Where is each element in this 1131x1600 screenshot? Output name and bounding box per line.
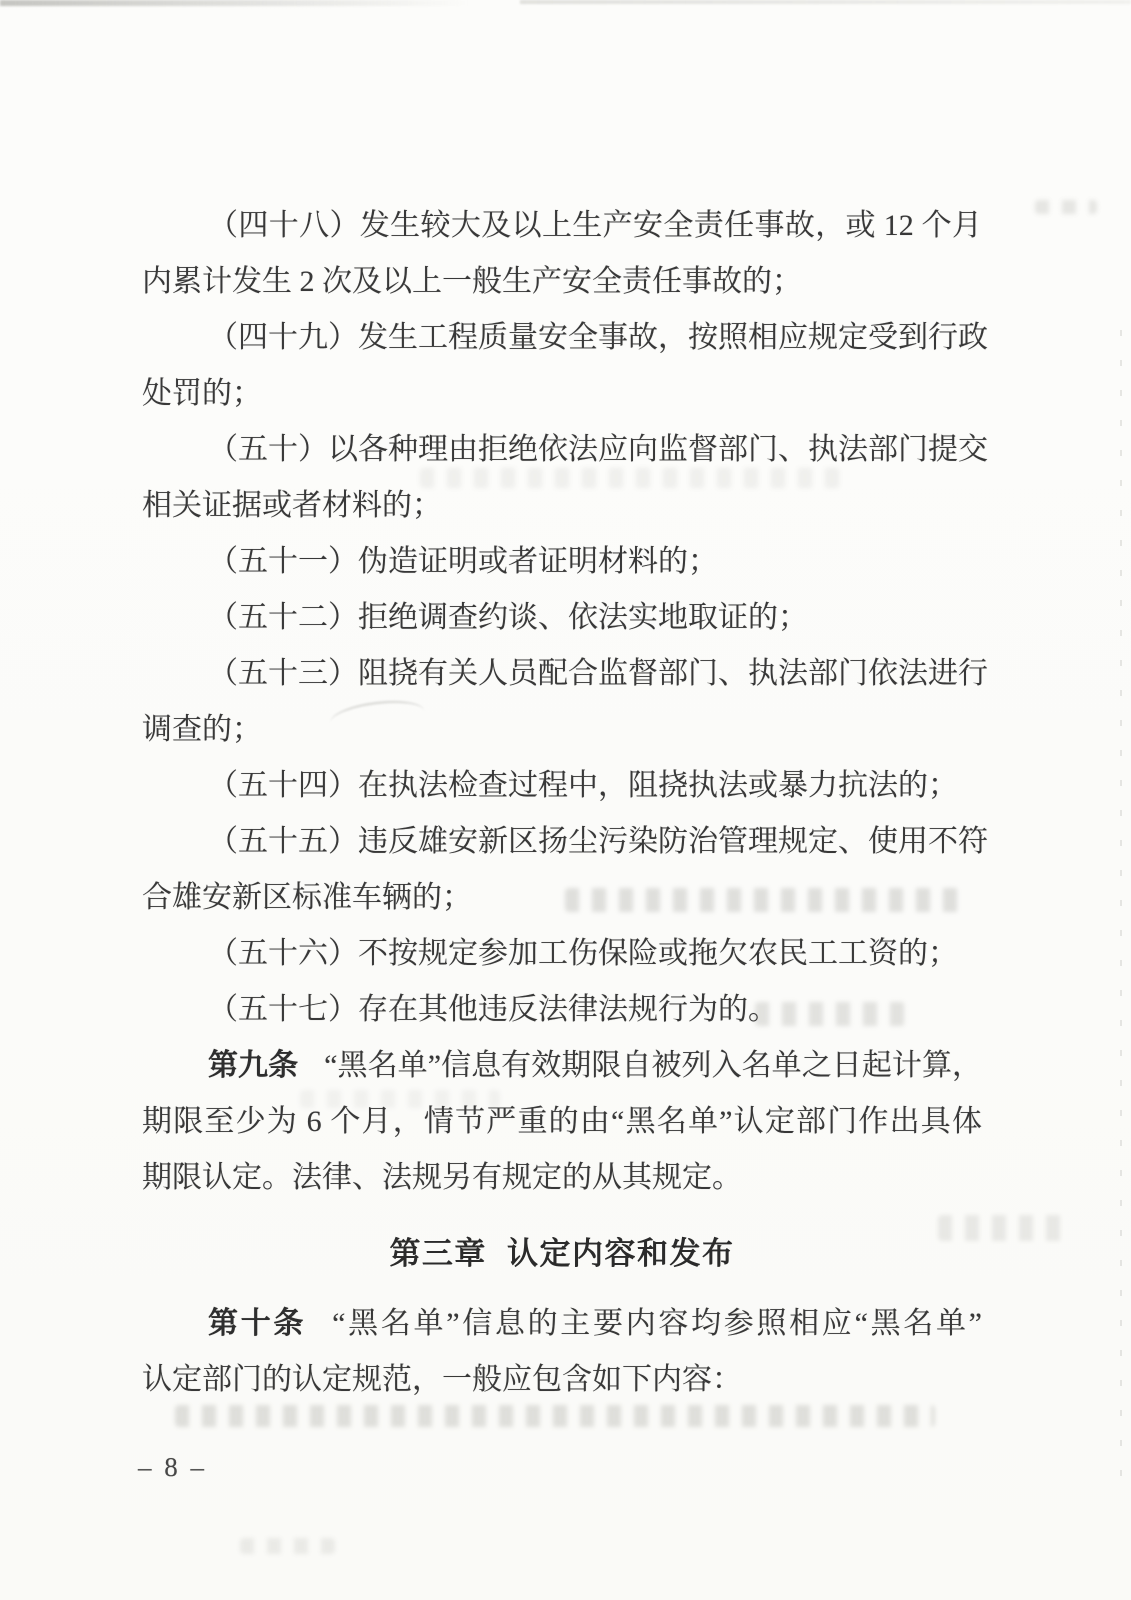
- document-body: [142, 198, 988, 1408]
- text-line: [142, 1150, 982, 1206]
- text-line: [142, 422, 988, 478]
- line-text: 调查的；: [142, 713, 262, 746]
- text-line: [142, 534, 982, 590]
- text-line: [142, 590, 982, 646]
- text-line: [142, 1094, 982, 1150]
- line-text: （四十九）发生工程质量安全事故，按照相应规定受到行政: [208, 321, 988, 354]
- line-text: （四十八）发生较大及以上生产安全责任事故，或 12 个月: [208, 209, 982, 242]
- line-text: （五十三）阻挠有关人员配合监督部门、执法部门依法进行: [208, 657, 988, 690]
- text-line: [142, 478, 982, 534]
- text-line: [142, 646, 988, 702]
- line-text: “黑名单”信息有效期限自被列入名单之日起计算，: [324, 1049, 982, 1082]
- text-line: [142, 1296, 982, 1352]
- text-line: [142, 366, 982, 422]
- text-line: [142, 310, 988, 366]
- line-text: 处罚的；: [142, 377, 262, 410]
- line-text: （五十四）在执法检查过程中，阻挠执法或暴力抗法的；: [208, 769, 958, 802]
- line-text: （五十）以各种理由拒绝依法应向监督部门、执法部门提交: [208, 433, 988, 466]
- line-text: （五十一）伪造证明或者证明材料的；: [208, 545, 718, 578]
- bleedthrough-artifact: [240, 1538, 335, 1554]
- line-text: 相关证据或者材料的；: [142, 489, 442, 522]
- line-text: 期限至少为 6 个月，情节严重的由“黑名单”认定部门作出具体: [142, 1105, 982, 1138]
- text-line: [142, 254, 982, 310]
- text-line: [142, 814, 988, 870]
- line-text: “黑名单”信息的主要内容均参照相应“黑名单”: [332, 1307, 982, 1340]
- line-text: 合雄安新区标准车辆的；: [142, 881, 472, 914]
- article-number: 第九条: [208, 1049, 299, 1082]
- text-line: [142, 198, 982, 254]
- line-text: （五十七）存在其他违反法律法规行为的。: [208, 993, 778, 1026]
- text-line: [142, 702, 982, 758]
- text-line: [142, 1038, 982, 1094]
- text-line: [142, 870, 982, 926]
- page-number: – 8 –: [138, 1452, 207, 1482]
- line-text: （五十六）不按规定参加工伤保险或拖欠农民工工资的；: [208, 937, 958, 970]
- scan-edge-streak: [520, 0, 1131, 4]
- line-text: 认定部门的认定规范，一般应包含如下内容：: [142, 1363, 742, 1396]
- bleedthrough-artifact: [1035, 200, 1097, 214]
- chapter-heading: 第三章 认定内容和发布: [389, 1236, 735, 1271]
- text-line: [142, 982, 982, 1038]
- line-text: 期限认定。法律、法规另有规定的从其规定。: [142, 1161, 742, 1194]
- text-line: [142, 926, 982, 982]
- line-text: （五十二）拒绝调查约谈、依法实地取证的；: [208, 601, 808, 634]
- text-line: [142, 758, 982, 814]
- scan-binding-artifact: [1120, 330, 1122, 1500]
- scan-edge-streak: [0, 0, 470, 6]
- line-text: 内累计发生 2 次及以上一般生产安全责任事故的；: [142, 265, 802, 298]
- bleedthrough-artifact: [175, 1405, 935, 1427]
- article-number: 第十条: [208, 1307, 307, 1340]
- line-text: （五十五）违反雄安新区扬尘污染防治管理规定、使用不符: [208, 825, 988, 858]
- text-line: [142, 1352, 982, 1408]
